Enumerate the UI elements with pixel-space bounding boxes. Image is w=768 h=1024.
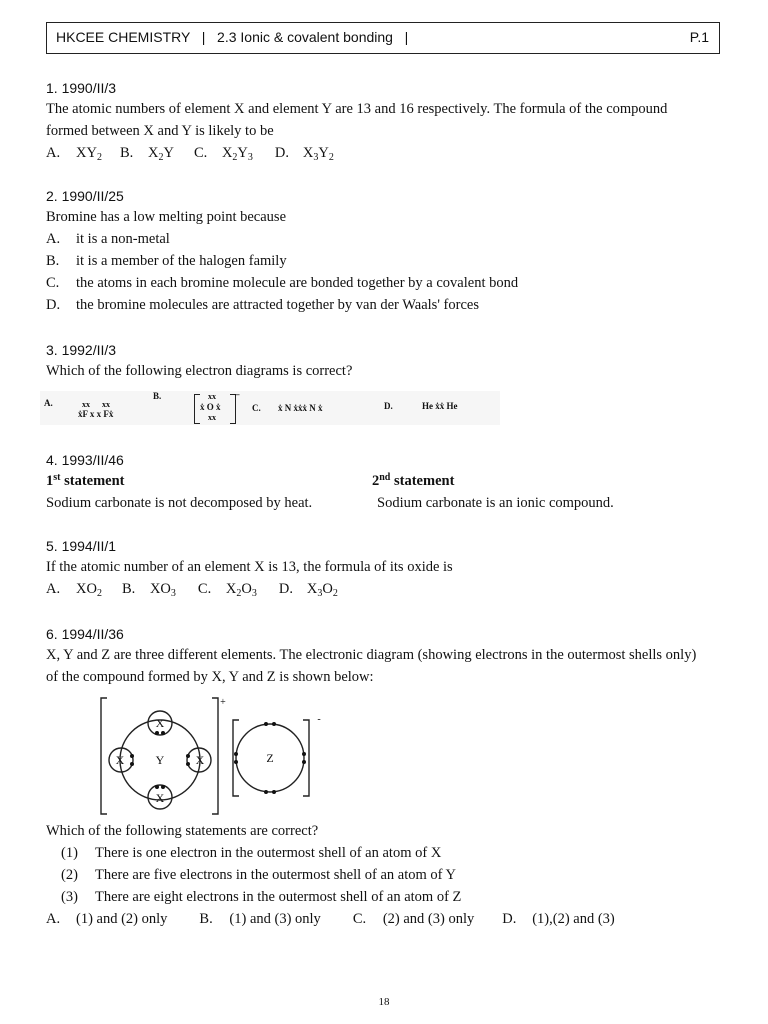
anion-charge: -	[317, 714, 321, 725]
formula-subscript: 3	[247, 152, 253, 163]
answer-option	[279, 578, 338, 600]
option-text: (2) and (3) only	[382, 911, 475, 927]
question-number: 1. 1990/II/3	[46, 80, 117, 96]
option-text: the atoms in each bromine molecule are bonded together by a covalent bond	[76, 275, 519, 291]
option-letter: D.	[274, 145, 290, 161]
answer-option	[46, 578, 102, 600]
formula-symbol: O	[241, 581, 252, 597]
option-letter: C.	[193, 145, 208, 161]
diagram-b-charge: –	[235, 389, 240, 399]
answer-option	[46, 250, 736, 272]
question-6-part-2	[46, 820, 736, 930]
diagram-b-top: xx	[208, 392, 216, 401]
answer-option	[46, 294, 736, 316]
option-letter: B.	[121, 581, 136, 597]
formula-symbol: Y	[318, 145, 329, 161]
option-letter: D.	[46, 297, 61, 313]
answer-option	[194, 142, 253, 164]
formula-symbol: X	[76, 145, 87, 161]
option-letter: A.	[46, 911, 61, 927]
formula-symbol: X	[147, 145, 159, 161]
x-left-label: X	[115, 753, 125, 767]
option-letter: B.	[119, 145, 134, 161]
statement-text: There are eight electrons in the outermost shell of an atom of Z	[95, 889, 462, 905]
question-number: 6. 1994/II/36	[46, 626, 124, 642]
diagram-d-label: D.	[384, 401, 393, 411]
diagram-b-bottom: xx	[208, 413, 216, 422]
diagram-c-label: C.	[252, 403, 261, 413]
formula-subscript: 2	[232, 152, 238, 163]
formula-symbol: Y	[237, 145, 248, 161]
question-number: 4. 1993/II/46	[46, 452, 124, 468]
formula-symbol: X	[221, 145, 233, 161]
formula-subscript: 2	[96, 152, 102, 163]
diagram-b-label: B.	[153, 391, 162, 401]
option-letter: A.	[46, 581, 61, 597]
statement-2-text: Sodium carbonate is an ionic compound.	[377, 495, 614, 511]
formula-subscript: 3	[251, 588, 257, 599]
question-4	[46, 450, 736, 470]
formula-subscript: 2	[328, 152, 334, 163]
x-right-label: X	[195, 753, 205, 767]
formula-subscript: 2	[236, 588, 242, 599]
question-number: 3. 1992/II/3	[46, 342, 117, 358]
diagram-c-nitrogen: ẋ N ẋẋẋ N ẋ	[278, 403, 323, 413]
option-letter: D.	[502, 911, 517, 927]
option-text: it is a non-metal	[76, 231, 170, 247]
formula-subscript: 2	[158, 152, 164, 163]
formula-subscript: 3	[317, 588, 323, 599]
question-3	[46, 340, 736, 382]
answer-option	[120, 142, 174, 164]
question-text: If the atomic number of an element X is 13, the formula of its oxide is	[46, 559, 453, 575]
electron-diagrams	[40, 391, 500, 425]
answer-option	[502, 908, 615, 930]
option-text: it is a member of the halogen family	[76, 253, 287, 269]
formula-subscript: 3	[170, 588, 176, 599]
option-text: the bromine molecules are attracted together by van der Waals' forces	[76, 297, 479, 313]
header-page: P.1	[689, 29, 709, 45]
x-top-label: X	[155, 716, 165, 730]
answer-option	[46, 142, 102, 164]
answer-option	[46, 228, 736, 250]
answer-option	[198, 578, 257, 600]
answer-options	[46, 578, 736, 600]
answer-option	[46, 908, 167, 930]
question-text: The atomic numbers of element X and element Y are 13 and 16 respectively. The formula of the compound	[46, 101, 668, 117]
option-letter: C.	[197, 581, 212, 597]
diagram-b-oxygen: ẋ O ẋ	[200, 402, 221, 412]
option-letter: A.	[46, 231, 61, 247]
question-2	[46, 186, 736, 316]
formula-symbol: Y	[163, 145, 174, 161]
option-text: (1) and (2) only	[76, 911, 168, 927]
question-text: Which of the following electron diagrams is correct?	[46, 363, 353, 379]
statement-1-heading: 1st statement	[46, 472, 125, 489]
statement-item	[46, 886, 736, 908]
diagram-a-top: xx xx	[82, 400, 110, 409]
page-header	[46, 22, 720, 54]
formula-symbol: Y	[86, 145, 97, 161]
answer-option	[199, 908, 320, 930]
diagram-a-label: A.	[44, 398, 53, 408]
option-text: (1) and (3) only	[229, 911, 321, 927]
answer-option	[275, 142, 334, 164]
formula-symbol: XO	[149, 581, 171, 597]
formula-symbol: O	[322, 581, 333, 597]
formula-subscript: 3	[313, 152, 319, 163]
cation-charge: +	[220, 697, 226, 708]
formula-symbol: XO	[76, 581, 97, 597]
statement-text: There are five electrons in the outermost shell of an atom of Y	[95, 867, 457, 883]
option-letter: B.	[46, 253, 60, 269]
statement-item	[46, 864, 736, 886]
y-label: Y	[155, 753, 165, 767]
header-title: HKCEE CHEMISTRY | 2.3 Ionic & covalent bonding |	[56, 29, 409, 45]
formula-subscript: 2	[332, 588, 338, 599]
statement-number: (1)	[61, 845, 78, 861]
answer-option	[46, 272, 736, 294]
option-text: (1),(2) and (3)	[532, 911, 615, 927]
question-text: of the compound formed by X, Y and Z is shown below:	[46, 669, 374, 685]
ionic-compound-diagram	[90, 694, 330, 818]
z-label: Z	[266, 751, 274, 765]
question-1	[46, 78, 736, 164]
answer-option	[353, 908, 474, 930]
diagram-d-helium: He ẋẋ He	[422, 401, 458, 411]
option-letter: C.	[352, 911, 367, 927]
statement-list	[46, 842, 736, 908]
statement-item	[46, 842, 736, 864]
answer-options	[46, 908, 736, 930]
statement-text: There is one electron in the outermost shell of an atom of X	[95, 845, 442, 861]
question-text: X, Y and Z are three different elements. The electronic diagram (showing electrons in the outermost shells only)	[46, 647, 697, 663]
question-text: formed between X and Y is likely to be	[46, 123, 274, 139]
diagram-a-fluorine: ẋF x x Fẋ	[78, 409, 114, 419]
answer-option	[122, 578, 176, 600]
question-number: 2. 1990/II/25	[46, 188, 124, 204]
option-letter: A.	[46, 145, 61, 161]
option-letter: B.	[199, 911, 213, 927]
statement-number: (3)	[61, 889, 78, 905]
question-number: 5. 1994/II/1	[46, 538, 117, 554]
question-5	[46, 536, 736, 600]
answer-options	[46, 142, 736, 164]
formula-subscript: 2	[96, 588, 102, 599]
option-letter: D.	[278, 581, 293, 597]
statement-2-heading: 2nd statement	[372, 472, 455, 489]
question-text: Bromine has a low melting point because	[46, 209, 287, 225]
option-letter: C.	[46, 275, 60, 291]
formula-symbol: X	[225, 581, 237, 597]
x-bottom-label: X	[155, 791, 165, 805]
answer-options	[46, 228, 736, 316]
statement-1-text: Sodium carbonate is not decomposed by heat.	[46, 495, 313, 511]
page-number: 18	[378, 996, 390, 1008]
question-6	[46, 624, 736, 688]
question-text: Which of the following statements are correct?	[46, 823, 319, 839]
statement-number: (2)	[61, 867, 78, 883]
formula-symbol: X	[302, 145, 314, 161]
formula-symbol: X	[306, 581, 318, 597]
